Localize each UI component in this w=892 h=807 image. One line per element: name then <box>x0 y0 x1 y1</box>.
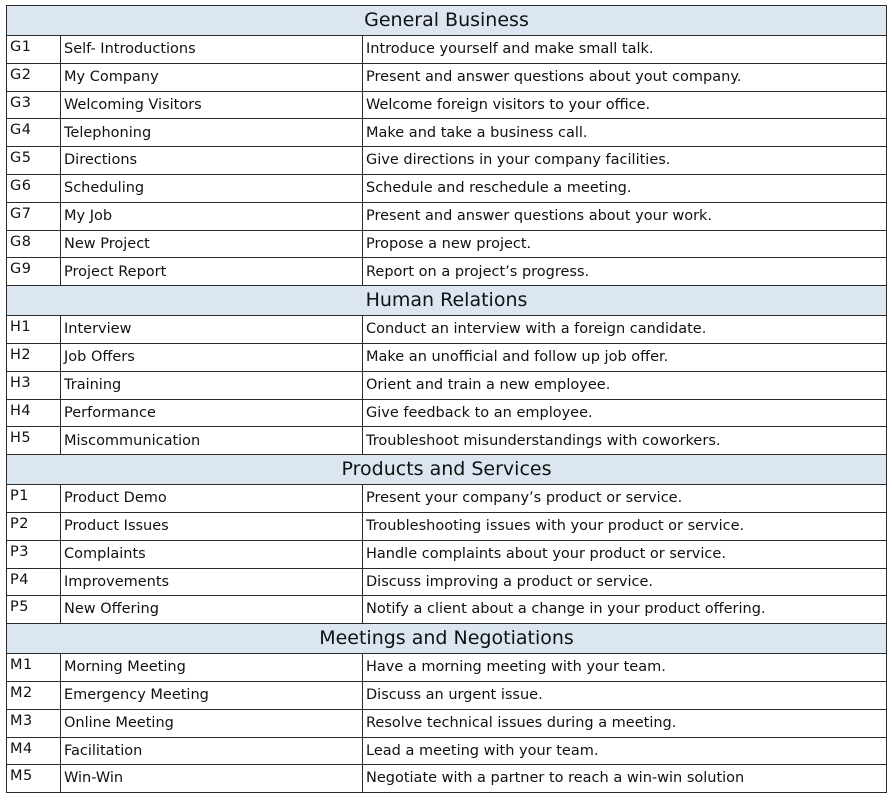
lesson-code: P3 <box>7 540 61 568</box>
table-row <box>7 147 887 175</box>
table-row <box>7 316 887 344</box>
lesson-description: Make an unofficial and follow up job offer. <box>363 343 887 371</box>
section-title: Meetings and Negotiations <box>7 624 887 654</box>
lesson-description: Lead a meeting with your team. <box>363 737 887 765</box>
table-row <box>7 91 887 119</box>
table-row <box>7 63 887 91</box>
lesson-title: Morning Meeting <box>61 654 363 682</box>
lesson-code: G5 <box>7 147 61 175</box>
lesson-title: Improvements <box>61 568 363 596</box>
lesson-title: Welcoming Visitors <box>61 91 363 119</box>
lesson-code: M2 <box>7 681 61 709</box>
lesson-description: Discuss improving a product or service. <box>363 568 887 596</box>
curriculum-sheet <box>6 5 886 793</box>
table-row <box>7 737 887 765</box>
curriculum-table <box>6 5 887 793</box>
lesson-code: G3 <box>7 91 61 119</box>
section-header-row <box>7 624 887 654</box>
table-row <box>7 36 887 64</box>
lesson-title: New Offering <box>61 596 363 624</box>
lesson-code: P1 <box>7 485 61 513</box>
lesson-description: Troubleshooting issues with your product or service. <box>363 512 887 540</box>
lesson-description: Welcome foreign visitors to your office. <box>363 91 887 119</box>
lesson-code: H1 <box>7 316 61 344</box>
lesson-code: M1 <box>7 654 61 682</box>
table-row <box>7 485 887 513</box>
table-row <box>7 202 887 230</box>
lesson-description: Report on a project’s progress. <box>363 258 887 286</box>
lesson-description: Discuss an urgent issue. <box>363 681 887 709</box>
lesson-description: Conduct an interview with a foreign candidate. <box>363 316 887 344</box>
lesson-code: H4 <box>7 399 61 427</box>
table-row <box>7 174 887 202</box>
lesson-title: Product Issues <box>61 512 363 540</box>
section-header-row <box>7 286 887 316</box>
lesson-description: Make and take a business call. <box>363 119 887 147</box>
section-title: Human Relations <box>7 286 887 316</box>
lesson-description: Resolve technical issues during a meeting. <box>363 709 887 737</box>
lesson-description: Present and answer questions about your work. <box>363 202 887 230</box>
lesson-code: G2 <box>7 63 61 91</box>
table-row <box>7 654 887 682</box>
lesson-title: Directions <box>61 147 363 175</box>
table-row <box>7 343 887 371</box>
lesson-description: Present your company’s product or service. <box>363 485 887 513</box>
lesson-title: Win-Win <box>61 765 363 793</box>
lesson-code: P4 <box>7 568 61 596</box>
section-header-row <box>7 6 887 36</box>
lesson-code: M5 <box>7 765 61 793</box>
lesson-code: P2 <box>7 512 61 540</box>
lesson-description: Orient and train a new employee. <box>363 371 887 399</box>
lesson-title: Emergency Meeting <box>61 681 363 709</box>
lesson-title: Scheduling <box>61 174 363 202</box>
lesson-code: H5 <box>7 427 61 455</box>
lesson-code: H2 <box>7 343 61 371</box>
lesson-title: Facilitation <box>61 737 363 765</box>
table-row <box>7 258 887 286</box>
table-row <box>7 371 887 399</box>
lesson-description: Negotiate with a partner to reach a win-win solution <box>363 765 887 793</box>
table-row <box>7 568 887 596</box>
lesson-title: Product Demo <box>61 485 363 513</box>
lesson-title: Online Meeting <box>61 709 363 737</box>
lesson-code: M3 <box>7 709 61 737</box>
lesson-description: Introduce yourself and make small talk. <box>363 36 887 64</box>
lesson-description: Schedule and reschedule a meeting. <box>363 174 887 202</box>
table-row <box>7 765 887 793</box>
lesson-title: My Company <box>61 63 363 91</box>
lesson-title: Interview <box>61 316 363 344</box>
table-row <box>7 540 887 568</box>
lesson-code: G9 <box>7 258 61 286</box>
lesson-code: M4 <box>7 737 61 765</box>
table-row <box>7 681 887 709</box>
lesson-description: Notify a client about a change in your product offering. <box>363 596 887 624</box>
lesson-description: Propose a new project. <box>363 230 887 258</box>
table-row <box>7 399 887 427</box>
lesson-title: Job Offers <box>61 343 363 371</box>
lesson-description: Handle complaints about your product or service. <box>363 540 887 568</box>
section-title: Products and Services <box>7 455 887 485</box>
table-row <box>7 427 887 455</box>
lesson-title: Project Report <box>61 258 363 286</box>
section-title: General Business <box>7 6 887 36</box>
section-header-row <box>7 455 887 485</box>
lesson-title: Performance <box>61 399 363 427</box>
lesson-code: P5 <box>7 596 61 624</box>
curriculum-table-body <box>7 6 887 793</box>
table-row <box>7 709 887 737</box>
lesson-title: Complaints <box>61 540 363 568</box>
lesson-description: Present and answer questions about yout company. <box>363 63 887 91</box>
lesson-title: Miscommunication <box>61 427 363 455</box>
table-row <box>7 512 887 540</box>
lesson-description: Give feedback to an employee. <box>363 399 887 427</box>
lesson-title: Telephoning <box>61 119 363 147</box>
table-row <box>7 596 887 624</box>
lesson-description: Troubleshoot misunderstandings with coworkers. <box>363 427 887 455</box>
lesson-code: H3 <box>7 371 61 399</box>
lesson-description: Give directions in your company facilities. <box>363 147 887 175</box>
lesson-code: G4 <box>7 119 61 147</box>
lesson-code: G1 <box>7 36 61 64</box>
lesson-title: Self- Introductions <box>61 36 363 64</box>
table-row <box>7 119 887 147</box>
table-row <box>7 230 887 258</box>
lesson-title: New Project <box>61 230 363 258</box>
lesson-description: Have a morning meeting with your team. <box>363 654 887 682</box>
lesson-code: G7 <box>7 202 61 230</box>
lesson-code: G6 <box>7 174 61 202</box>
lesson-code: G8 <box>7 230 61 258</box>
lesson-title: Training <box>61 371 363 399</box>
lesson-title: My Job <box>61 202 363 230</box>
